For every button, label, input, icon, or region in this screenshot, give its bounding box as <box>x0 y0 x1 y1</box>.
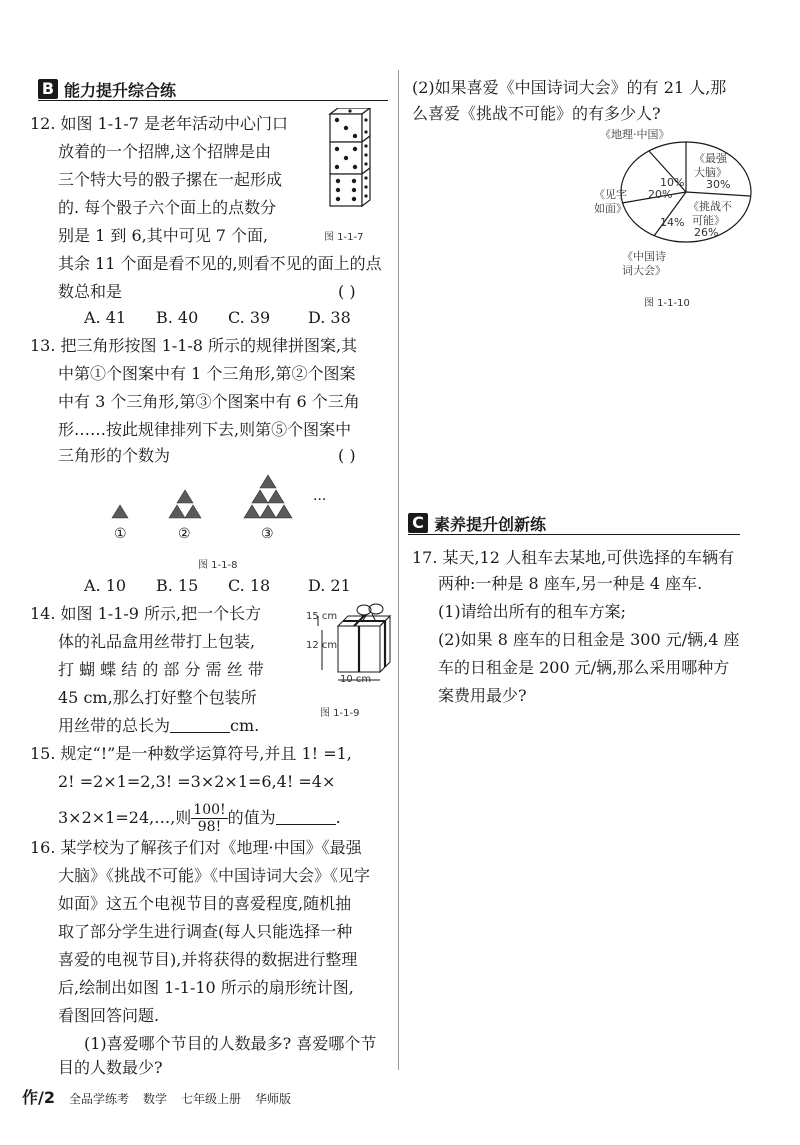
grade: 七年级上册 <box>181 1092 242 1106</box>
q16-line-8: (1)喜爱哪个节目的人数最多? 喜爱哪个节 <box>84 1034 377 1053</box>
figure-1-1-8-caption: 图 1-1-8 <box>198 560 238 571</box>
box-depth-dim: 12 cm <box>306 640 338 651</box>
q12-line-4: 的. 每个骰子六个面上的点数分 <box>58 198 277 217</box>
q16-line-6: 后,绘制出如图 1-1-10 所示的扇形统计图, <box>58 978 354 997</box>
section-b-rule <box>38 100 388 101</box>
q12-option-d: D. 38 <box>308 308 351 327</box>
q16-line-10: (2)如果喜爱《中国诗词大会》的有 21 人,那 <box>412 78 727 97</box>
section-c-title: 素养提升创新练 <box>434 514 547 534</box>
q14-unit: cm. <box>230 716 260 735</box>
q13-option-d: D. 21 <box>308 576 351 595</box>
q14-line-4: 45 cm,那么打好整个包装所 <box>58 688 257 707</box>
q12-line-3: 三个特大号的骰子摞在一起形成 <box>58 170 283 189</box>
section-b-header <box>38 78 176 100</box>
q12-option-b: B. 40 <box>156 308 199 327</box>
q13-option-a: A. 10 <box>84 576 127 595</box>
q16-line-7: 看图回答问题. <box>58 1006 160 1025</box>
pie-label-dili: 《地理·中国》 <box>600 128 670 141</box>
pie-chart-svg <box>620 140 760 250</box>
q13-line-5: 三角形的个数为 <box>58 446 171 465</box>
q15-fraction-num: 100! <box>193 802 226 818</box>
section-b-title: 能力提升综合练 <box>64 80 177 100</box>
pattern-label-3: ③ <box>261 526 274 542</box>
subject: 数学 <box>143 1092 168 1106</box>
q14-line-5 <box>58 716 259 736</box>
figure-1-1-10-caption: 图 1-1-10 <box>644 298 690 309</box>
box-height-dim: 15 cm <box>306 611 338 622</box>
pie-label-shici-1: 《中国诗 <box>622 250 666 263</box>
q15-fraction <box>191 802 227 835</box>
q13-line-3: 中有 3 个三角形,第③个图案中有 6 个三角 <box>58 392 360 411</box>
q16-line-3: 如面》这五个电视节目的喜爱程度,随机抽 <box>58 894 352 913</box>
q14-answer-blank[interactable] <box>170 718 230 733</box>
q12-line-5: 别是 1 到 6,其中可见 7 个面, <box>58 226 269 245</box>
q12-option-c: C. 39 <box>228 308 271 327</box>
q15-fraction-den: 98! <box>197 819 222 835</box>
q15-line-2: 2! =2×1=2,3! =3×2×1=6,4! =4× <box>58 772 336 791</box>
pie-label-zuiqiang-2: 大脑》 <box>694 166 727 179</box>
q15-tail: 的值为 <box>227 808 276 827</box>
q14-line-5-text: 用丝带的总长为 <box>58 716 171 735</box>
q13-line-4: 形……按此规律排列下去,则第⑤个图案中 <box>58 420 352 439</box>
q12-answer-paren: ( ) <box>338 282 356 301</box>
q12-line-6: 其余 11 个面是看不见的,则看不见的面上的点 <box>58 254 382 273</box>
pie-label-jianzi-1: 《见字 <box>594 188 627 201</box>
pie-label-zuiqiang-1: 《最强 <box>694 152 727 165</box>
pie-pct-shici: 14% <box>660 216 685 229</box>
stacked-dice-figure <box>322 108 372 208</box>
q15-line-3 <box>58 798 341 838</box>
figure-1-1-7-caption: 图 1-1-7 <box>324 232 364 243</box>
triangle-pattern-figure <box>100 470 340 530</box>
section-c-badge: C <box>408 513 428 533</box>
pie-label-shici-2: 词大会》 <box>622 264 666 277</box>
pattern-ellipsis: ··· <box>313 492 327 508</box>
q13-option-b: B. 15 <box>156 576 199 595</box>
book-name: 全品学练考 <box>68 1092 129 1106</box>
pie-pct-jianzi: 20% <box>648 188 673 201</box>
pattern-label-2: ② <box>178 526 191 542</box>
q13-line-1: 13. 把三角形按图 1-1-8 所示的规律拼图案,其 <box>30 336 358 355</box>
q16-line-5: 喜爱的电视节目),并将获得的数据进行整理 <box>58 950 358 969</box>
q12-line-2: 放着的一个招牌,这个招牌是由 <box>58 142 272 161</box>
pie-pct-zuiqiang: 30% <box>706 178 731 191</box>
section-b-badge: B <box>38 79 58 99</box>
q17-line-3: (1)请给出所有的租车方案; <box>438 602 627 621</box>
q17-line-6: 案费用最少? <box>438 686 527 705</box>
pie-pct-tiaozhan: 26% <box>694 226 719 239</box>
q13-option-c: C. 18 <box>228 576 271 595</box>
pie-label-tiaozhan-2: 可能》 <box>692 214 725 227</box>
page-footer <box>22 1085 291 1108</box>
figure-1-1-9-caption: 图 1-1-9 <box>320 708 360 719</box>
q17-line-1: 17. 某天,12 人租车去某地,可供选择的车辆有 <box>412 548 735 567</box>
q12-line-1: 12. 如图 1-1-7 是老年活动中心门口 <box>30 114 289 133</box>
section-c-rule <box>408 534 740 535</box>
q16-line-9: 目的人数最少? <box>58 1058 163 1077</box>
pie-label-tiaozhan-1: 《挑战不 <box>688 200 732 213</box>
q15-end: . <box>335 808 341 827</box>
q13-answer-paren: ( ) <box>338 446 356 465</box>
pie-label-jianzi-2: 如面》 <box>594 202 627 215</box>
q16-line-11: 么喜爱《挑战不可能》的有多少人? <box>412 104 661 123</box>
q15-answer-blank[interactable] <box>276 810 336 825</box>
section-c-header <box>408 512 546 534</box>
column-divider <box>398 70 399 1070</box>
q16-line-1: 16. 某学校为了解孩子们对《地理·中国》《最强 <box>30 838 362 857</box>
q17-line-4: (2)如果 8 座车的日租金是 300 元/辆,4 座 <box>438 630 740 649</box>
page-number: 作/2 <box>22 1088 55 1107</box>
q15-line-1: 15. 规定“!”是一种数学运算符号,并且 1! =1, <box>30 744 352 763</box>
q14-line-3: 打 蝴 蝶 结 的 部 分 需 丝 带 <box>58 660 264 679</box>
q14-line-1: 14. 如图 1-1-9 所示,把一个长方 <box>30 604 262 623</box>
q14-line-2: 体的礼品盒用丝带打上包装, <box>58 632 256 651</box>
q17-line-5: 车的日租金是 200 元/辆,那么采用哪种方 <box>438 658 730 677</box>
box-width-dim: 10 cm <box>340 674 372 685</box>
q12-option-a: A. 41 <box>84 308 127 327</box>
q16-line-4: 取了部分学生进行调查(每人只能选择一种 <box>58 922 353 941</box>
q17-line-2: 两种:一种是 8 座车,另一种是 4 座车. <box>438 574 703 593</box>
q12-line-7: 数总和是 <box>58 282 123 301</box>
pattern-label-1: ① <box>114 526 127 542</box>
pie-pct-dili: 10% <box>660 176 685 189</box>
q16-line-2: 大脑》《挑战不可能》《中国诗词大会》《见字 <box>58 866 371 885</box>
edition: 华师版 <box>255 1092 292 1106</box>
q15-line-3-text: 3×2×1=24,…,则 <box>58 808 192 827</box>
q13-line-2: 中第①个图案中有 1 个三角形,第②个图案 <box>58 364 356 383</box>
